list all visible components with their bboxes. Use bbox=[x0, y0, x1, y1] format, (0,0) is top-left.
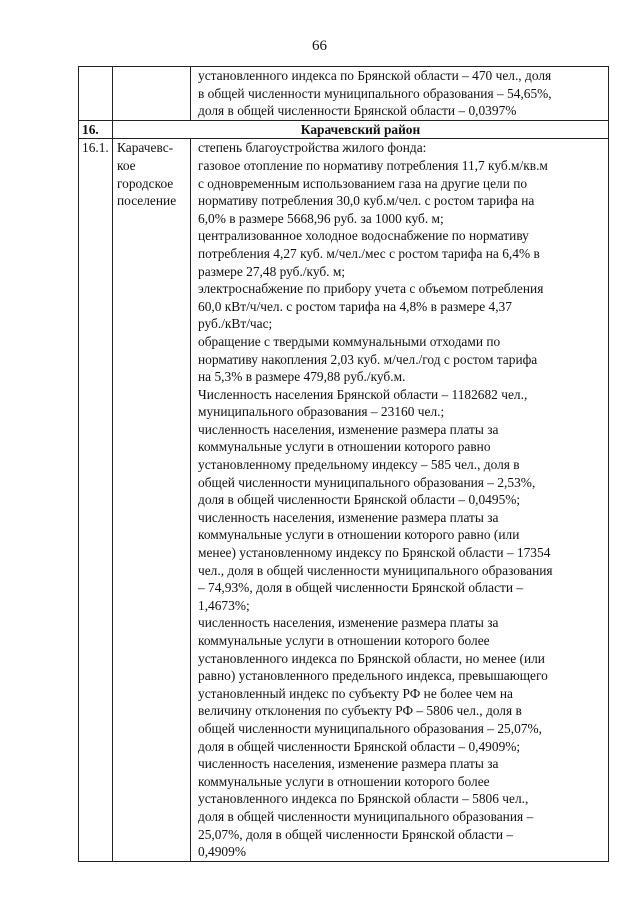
description-text-line: коммунальные услуги в отношении которого более bbox=[198, 773, 490, 789]
description-text-line: нормативу накопления 2,03 куб. м/чел./год с ростом тарифа bbox=[198, 351, 538, 367]
description-text-line: численность населения, изменение размера платы за bbox=[198, 615, 499, 631]
section-row bbox=[79, 120, 609, 139]
description-text-line: 6,0% в размере 5668,96 руб. за 1000 куб. м; bbox=[198, 210, 444, 226]
row-number: 16.1. bbox=[79, 139, 113, 861]
description-text-line: 25,07%, доля в общей численности Брянской области – bbox=[198, 826, 514, 842]
description-text-line: чел., доля в общей численности муниципального образования bbox=[198, 562, 553, 578]
description-text-line: численность населения, изменение размера платы за bbox=[198, 509, 499, 525]
description-text-line: 0,4909% bbox=[198, 844, 246, 860]
description-text-line: размере 27,48 руб./куб. м; bbox=[198, 263, 346, 279]
description-text-line: общей численности муниципального образования – 25,07%, bbox=[198, 720, 542, 736]
description-text-line: установленного индекса по Брянской области, но менее (или bbox=[198, 650, 545, 666]
settlement-name-line: Карачевс- bbox=[117, 140, 174, 156]
section-title: Карачевский район bbox=[113, 120, 609, 139]
settlement-row bbox=[79, 139, 609, 861]
description-text-line: численность населения, изменение размера платы за bbox=[198, 756, 499, 772]
description-text-line: нормативу потребления 30,0 куб.м/чел. с ростом тарифа на bbox=[198, 193, 535, 209]
description-text-line: Численность населения Брянской области – 1182682 чел., bbox=[198, 386, 528, 402]
description-text-line: степень благоустройства жилого фонда: bbox=[198, 140, 427, 156]
description-text-line: величину отклонения по субъекту РФ – 5806 чел., доля в bbox=[198, 703, 522, 719]
section-number: 16. bbox=[79, 120, 113, 139]
description-text-line: потребления 4,27 куб. м/чел./мес с ростом тарифа на 6,4% в bbox=[198, 245, 540, 261]
description-text-line: электроснабжение по прибору учета с объемом потребления bbox=[198, 281, 544, 297]
description-text-line: с одновременным использованием газа на другие цели по bbox=[198, 175, 528, 191]
description-text-line: установленный индекс по субъекту РФ не более чем на bbox=[198, 685, 513, 701]
description-text-line: 60,0 кВт/ч/чел. с ростом тарифа на 4,8% в размере 4,37 bbox=[198, 298, 512, 314]
description-text-line: коммунальные услуги в отношении которого равно bbox=[198, 439, 491, 455]
description-text-line: на 5,3% в размере 479,88 руб./куб.м. bbox=[198, 369, 406, 385]
description-text-line: газовое отопление по нормативу потребления 11,7 куб.м/кв.м bbox=[198, 157, 548, 173]
description-text-line: доля в общей численности Брянской области – 0,4909%; bbox=[198, 738, 521, 754]
page-number: 66 bbox=[312, 38, 327, 54]
continuation-num-cell bbox=[79, 67, 113, 121]
settlement-description-cell bbox=[191, 139, 609, 861]
description-text-line: доля в общей численности муниципального образования – bbox=[198, 808, 534, 824]
description-text-line: руб./кВт/час; bbox=[198, 316, 273, 332]
description-text-line: – 74,93%, доля в общей численности Брянской области – bbox=[198, 580, 524, 596]
continuation-text-cell bbox=[191, 67, 609, 121]
description-text-line: доля в общей численности Брянской области – 0,0495%; bbox=[198, 492, 521, 508]
settlement-name-cell bbox=[113, 139, 191, 861]
description-text-line: коммунальные услуги в отношении которого более bbox=[198, 633, 490, 648]
description-text-line: обращение с твердыми коммунальными отходами по bbox=[198, 333, 501, 349]
description-text-line: численность населения, изменение размера платы за bbox=[198, 421, 499, 437]
description-text-line: установленного индекса по Брянской области – 5806 чел., bbox=[198, 791, 529, 807]
description-text-line: централизованное холодное водоснабжение по нормативу bbox=[198, 228, 529, 244]
continuation-text-line: в общей численности муниципального образования – 54,65%, bbox=[198, 85, 552, 101]
continuation-text-line: доля в общей численности Брянской области – 0,0397% bbox=[198, 103, 517, 119]
description-text-line: общей численности муниципального образования – 2,53%, bbox=[198, 474, 536, 490]
description-text-line: менее) установленному индексу по Брянской области – 17354 bbox=[198, 545, 551, 561]
description-text-line: коммунальные услуги в отношении которого равно (или bbox=[198, 527, 520, 543]
description-text-line: установленному предельному индексу – 585 чел., доля в bbox=[198, 457, 520, 473]
continuation-name-cell bbox=[113, 67, 191, 121]
settlement-name-line: поселение bbox=[117, 193, 177, 209]
continuation-row bbox=[79, 67, 609, 121]
description-text-line: 1,4673%; bbox=[198, 597, 250, 613]
description-text-line: равно) установленного предельного индекса, превышающего bbox=[198, 668, 548, 684]
description-text-line: муниципального образования – 23160 чел.; bbox=[198, 404, 445, 420]
settlement-name-line: городское bbox=[117, 175, 174, 191]
continuation-text-line: установленного индекса по Брянской области – 470 чел., доля bbox=[198, 68, 552, 83]
settlement-name-line: кое bbox=[117, 157, 136, 173]
tariff-table bbox=[78, 66, 609, 862]
